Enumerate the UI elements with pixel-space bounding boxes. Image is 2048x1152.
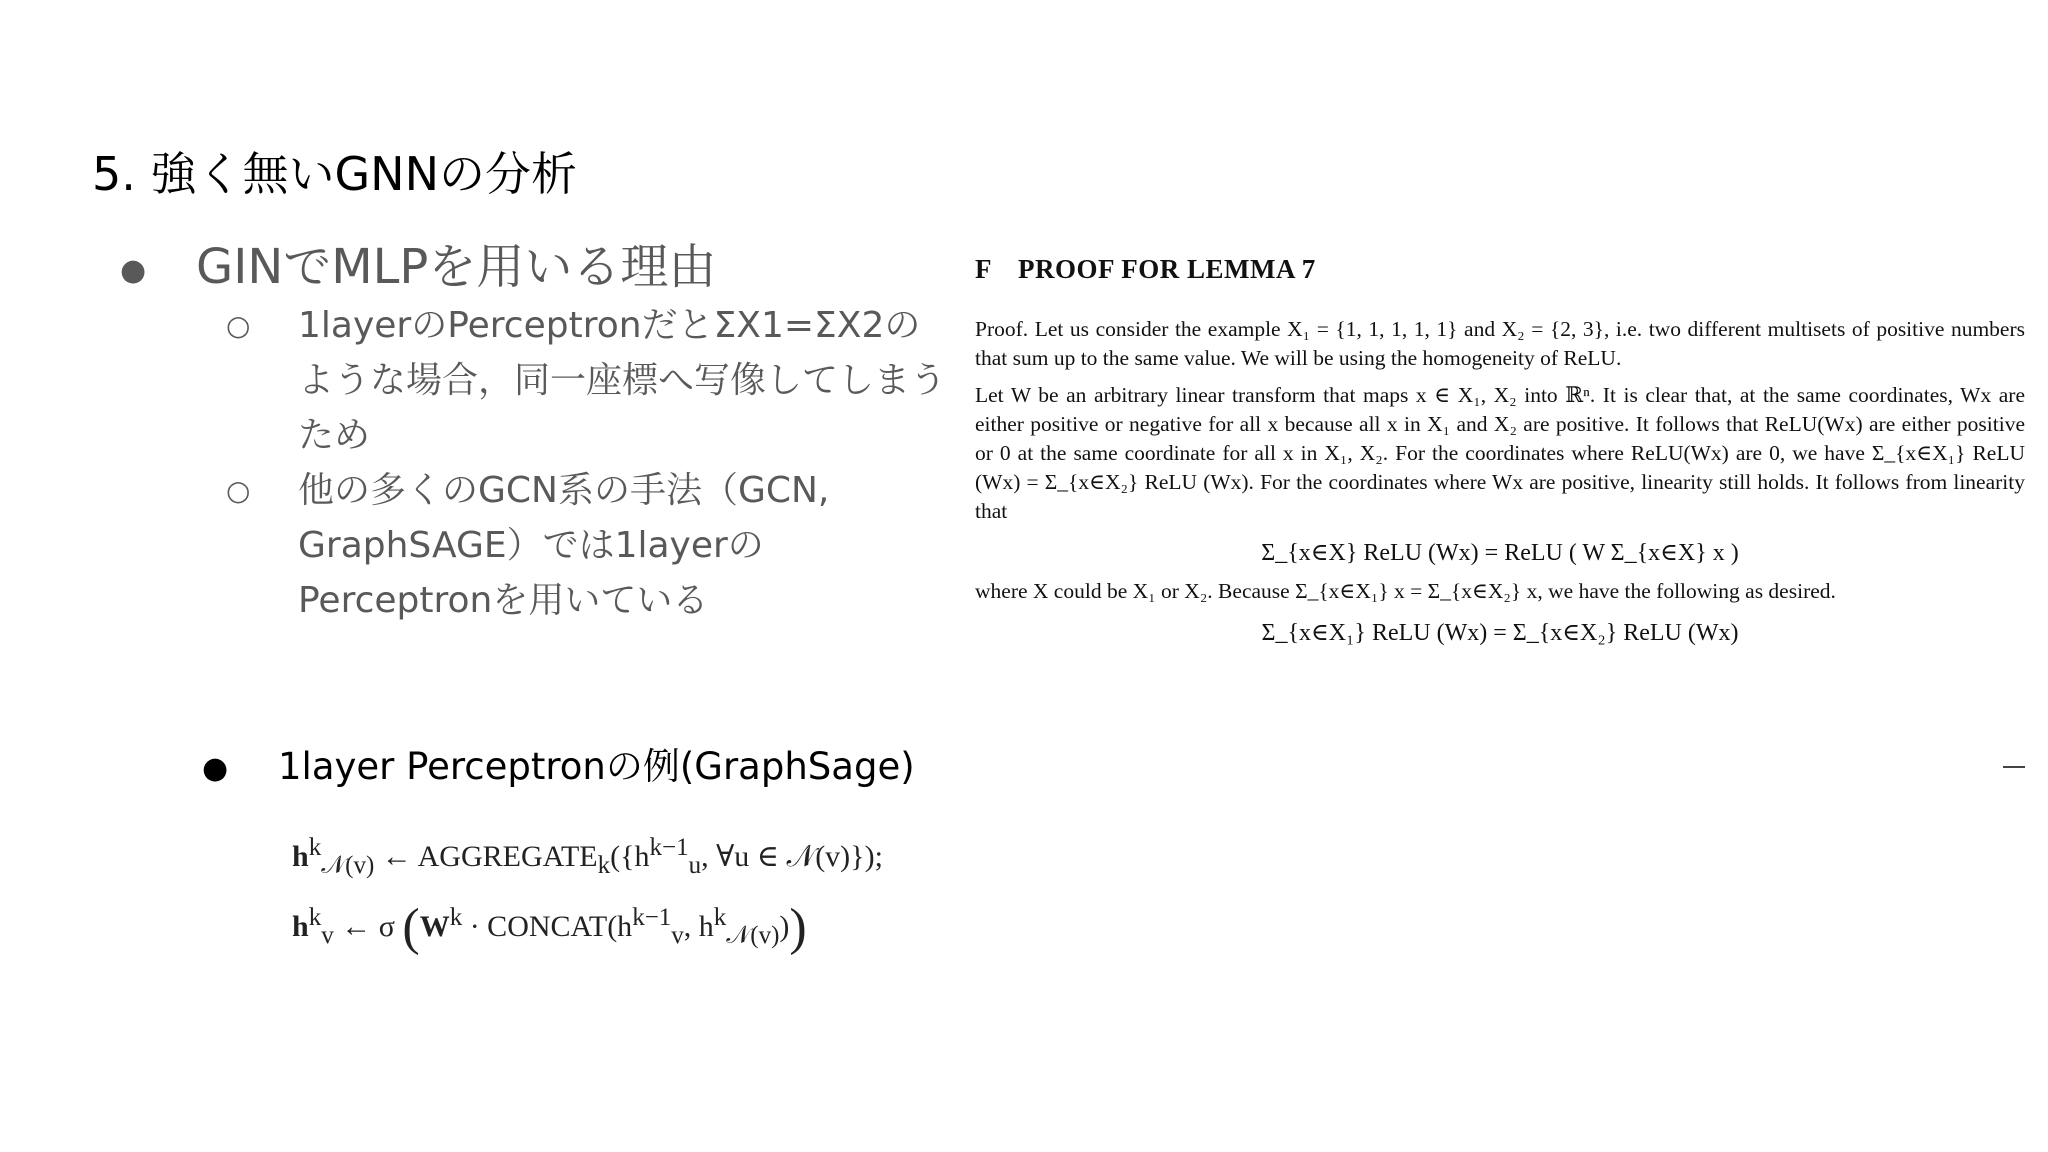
bullet-graphsage-example (202, 736, 915, 790)
sub-bullet-1 (226, 298, 946, 463)
proof-equation-1: Σ_{x∈X} ReLU (Wx) = ReLU ( W Σ_{x∈X} x ) (1261, 540, 1739, 566)
sub-bullet-2-text: 他の多くのGCN系の手法（GCN, GraphSAGE）では1layerのPerceptronを用いている (298, 470, 830, 621)
formula-line-1: $h^k_{𝒩(v)}$ ← $AGGREGATE_k(\{h^{k-1}_u$, ∀u ∈ 𝒩(v)}); (292, 834, 883, 879)
proof-paragraph-1: Proof. Let us consider the example X₁ = {1, 1, 1, 1, 1} and X₂ = {2, 3}, i.e. two different multisets of positive numbers that sum up to the same value. We will be using the homogeneity of ReLU. (975, 317, 2025, 370)
bullet-dot-icon: ● (202, 751, 229, 786)
proof-paragraph-3: where X could be X₁ or X₂. Because Σ_{x∈X₁} x = Σ_{x∈X₂} x, we have the following as desired. (975, 579, 1836, 603)
bullet-gin-mlp (120, 228, 716, 297)
bullet-graphsage-text: 1layer Perceptronの例(GraphSage) (278, 745, 915, 788)
graphsage-formula (292, 822, 883, 962)
bullet-dot-icon: ● (120, 252, 147, 288)
sub-bullet-1-text: 1layerのPerceptronだとΣX1=ΣX2のような場合，同一座標へ写像してしまうため (298, 305, 947, 456)
proof-heading: F PROOF FOR LEMMA 7 (975, 254, 1316, 284)
lemma-proof-excerpt (975, 254, 2025, 657)
sub-bullet-ring-icon: ○ (226, 309, 251, 342)
slide-title: 5. 強く無いGNNの分析 (92, 147, 577, 201)
formula-line-2: $h^k_v$ ← σ ($W^k$ · $CONCAT(h^{k-1}_v$, $h^k_{𝒩(v)}$)) (292, 899, 807, 956)
proof-equation-2: Σ_{x∈X₁} ReLU (Wx) = Σ_{x∈X₂} ReLU (Wx) (1261, 620, 1739, 646)
page-corner-dash (2003, 766, 2025, 768)
sub-bullet-2 (226, 463, 946, 628)
bullet-gin-mlp-text: GINでMLPを用いる理由 (196, 239, 717, 295)
sub-bullet-ring-icon: ○ (226, 474, 251, 507)
proof-paragraph-2: Let W be an arbitrary linear transform that maps x ∈ X₁, X₂ into ℝⁿ. It is clear that, at the same coordinates, Wx are either positive or negative for all x because all x in X₁ and X₂ are positive. It follows that ReLU(Wx) are either positive or 0 at the same coordinate for all x in X₁, X₂. For the coordinates where ReLU(Wx) are 0, we have Σ_{x∈X₁} ReLU (Wx) = Σ_{x∈X₂} ReLU (Wx). For the coordinates where Wx are positive, linearity still holds. It follows from linearity that (975, 383, 2025, 523)
